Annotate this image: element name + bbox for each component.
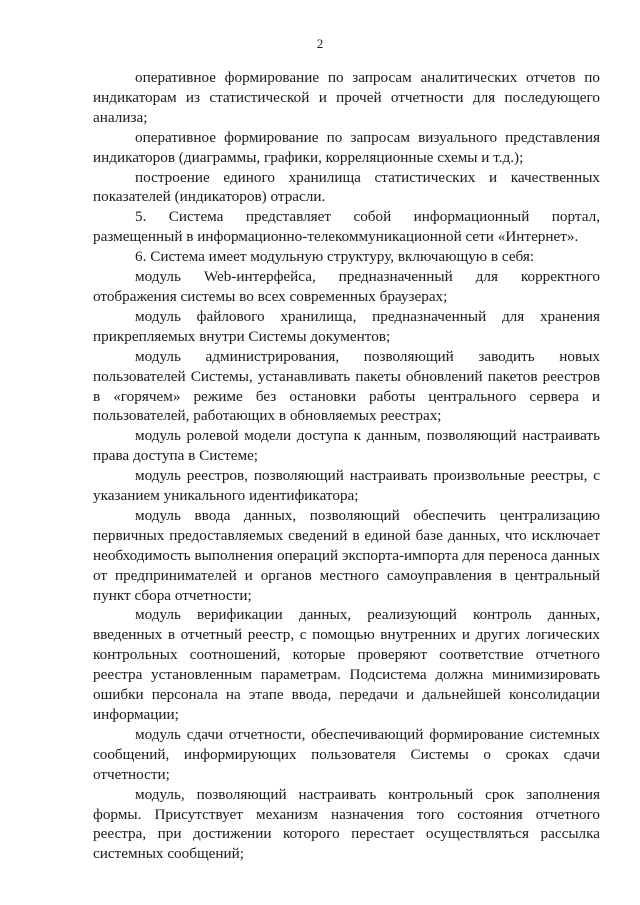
paragraph-unified-storage: построение единого хранилища статистических и качественных показателей (индикаторов) отрасли.	[93, 168, 600, 206]
document-body	[93, 68, 600, 864]
page-number: 2	[316, 36, 324, 51]
paragraph-role-model-module: модуль ролевой модели доступа к данным, позволяющий настраивать права доступа в Системе;	[93, 427, 600, 465]
paragraph-data-entry-module: модуль ввода данных, позволяющий обеспечить централизацию первичных предоставляемых сведений в единой базе данных, что исключает необходимость выполнения операций экспорта-импорта для переноса данных от предпринимателей и органов местного самоуправления в центральный пункт сбора отчетности;	[93, 506, 600, 604]
paragraph-web-interface-module: модуль Web-интерфейса, предназначенный для корректного отображения системы во всех современных браузерах;	[93, 268, 600, 305]
paragraph-verification-module: модуль верификации данных, реализующий контроль данных, введенных в отчетный реестр, с помощью внутренних и других логических контрольных соотношений, которые проверяют соответствие отчетного реестра установленным параметрам. Подсистема должна минимизировать ошибки персонала на этапе ввода, передачи и дальнейшей консолидации информации;	[93, 606, 600, 723]
paragraph-item-6: 6. Система имеет модульную структуру, включающую в себя:	[135, 248, 535, 266]
paragraph-administration-module: модуль администрирования, позволяющий заводить новых пользователей Системы, устанавливать пакеты обновлений пакетов реестров в «горячем» режиме без остановки работы центрального сервера и пользователей, работающих в обновляемых реестрах;	[93, 347, 600, 425]
paragraph-item-5: 5. Система представляет собой информационный портал, размещенный в информационно-телекоммуникационной сети «Интернет».	[93, 208, 600, 246]
paragraph-visual-representation: оперативное формирование по запросам визуального представления индикаторов (диаграммы, графики, корреляционные схемы и т.д.);	[93, 128, 600, 166]
paragraph-deadline-module: модуль, позволяющий настраивать контрольный срок заполнения формы. Присутствует механизм назначения того состояния отчетного реестра, при достижении которого перестает осуществляться рассылка системных сообщений;	[93, 785, 600, 863]
paragraph-analytic-reports: оперативное формирование по запросам аналитических отчетов по индикаторам из статистической и прочей отчетности для последующего анализа;	[93, 69, 600, 126]
paragraph-reporting-module: модуль сдачи отчетности, обеспечивающий формирование системных сообщений, информирующих пользователя Системы о сроках сдачи отчетности;	[93, 725, 600, 783]
paragraph-file-storage-module: модуль файлового хранилища, предназначенный для хранения прикрепляемых внутри Системы документов;	[93, 307, 600, 345]
paragraph-registries-module: модуль реестров, позволяющий настраивать произвольные реестры, с указанием уникального идентификатора;	[93, 467, 600, 505]
